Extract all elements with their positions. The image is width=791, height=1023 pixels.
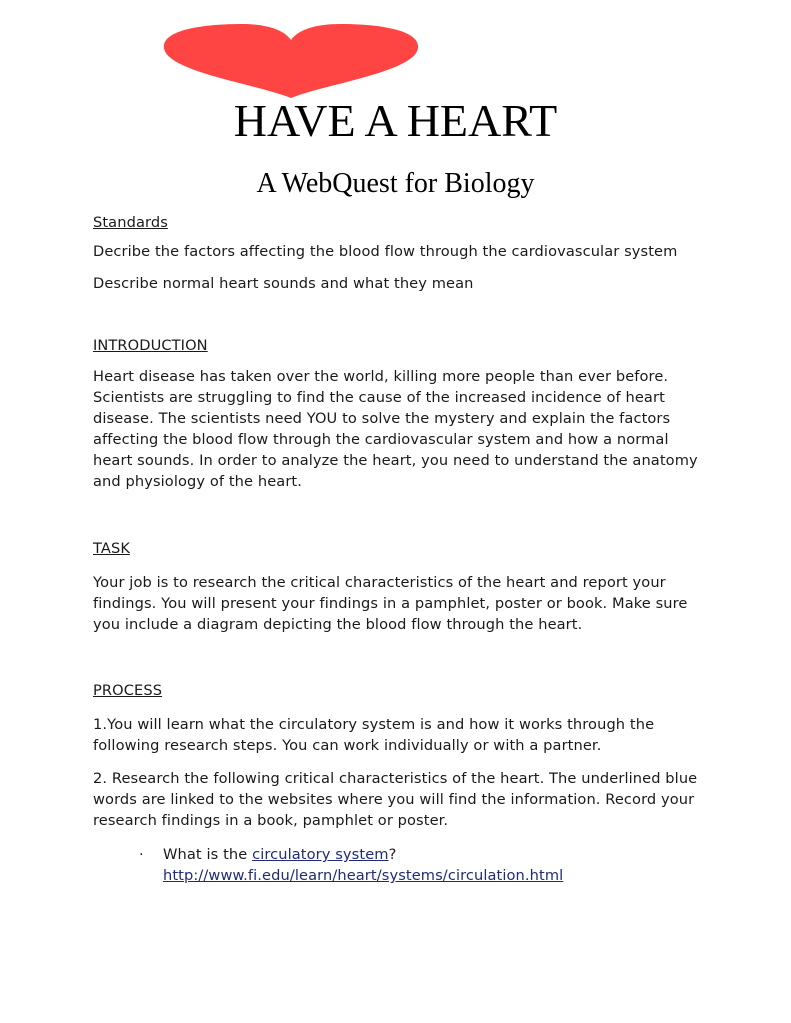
page-title: HAVE A HEART (233, 95, 558, 146)
heart-graphic (162, 22, 420, 100)
circulation-url-link[interactable]: http://www.fi.edu/learn/heart/systems/circulation.html (163, 867, 564, 884)
document-body (93, 212, 703, 886)
standards-heading: Standards (93, 214, 168, 231)
introduction-text: Heart disease has taken over the world, killing more people than ever before. Scientists are struggling to find the cause of the increased incidence of heart disease. The scientists need YOU to solve the mystery and explain the factors affecting the blood flow through the cardiovascular system and how a normal heart sounds. In order to analyze the heart, you need to understand the anatomy and physiology of the heart. (93, 368, 698, 490)
task-text: Your job is to research the critical characteristics of the heart and report your findings. You will present your findings in a pamphlet, poster or book. Make sure you include a diagram depicting the blood flow through the heart. (93, 574, 688, 633)
bullet-icon: · (139, 846, 144, 863)
process-heading: PROCESS (93, 682, 163, 699)
research-bullet (93, 844, 703, 886)
task-heading: TASK (93, 540, 130, 557)
standard-item: Decribe the factors affecting the blood flow through the cardiovascular system (93, 243, 678, 260)
process-step-2: 2. Research the following critical characteristics of the heart. The underlined blue words are linked to the websites where you will find the information. Record your research findings in a book, pamphlet or poster. (93, 770, 698, 829)
page-subtitle: A WebQuest for Biology (256, 168, 535, 199)
bullet-prefix: What is the (163, 846, 253, 863)
bullet-suffix: ? (388, 846, 397, 863)
introduction-heading: INTRODUCTION (93, 337, 208, 354)
standard-item: Describe normal heart sounds and what they mean (93, 275, 474, 292)
circulatory-system-link[interactable]: circulatory system (252, 846, 389, 863)
process-step-1: 1.You will learn what the circulatory system is and how it works through the following research steps. You can work individually or with a partner. (93, 716, 655, 754)
heart-icon (164, 24, 418, 98)
